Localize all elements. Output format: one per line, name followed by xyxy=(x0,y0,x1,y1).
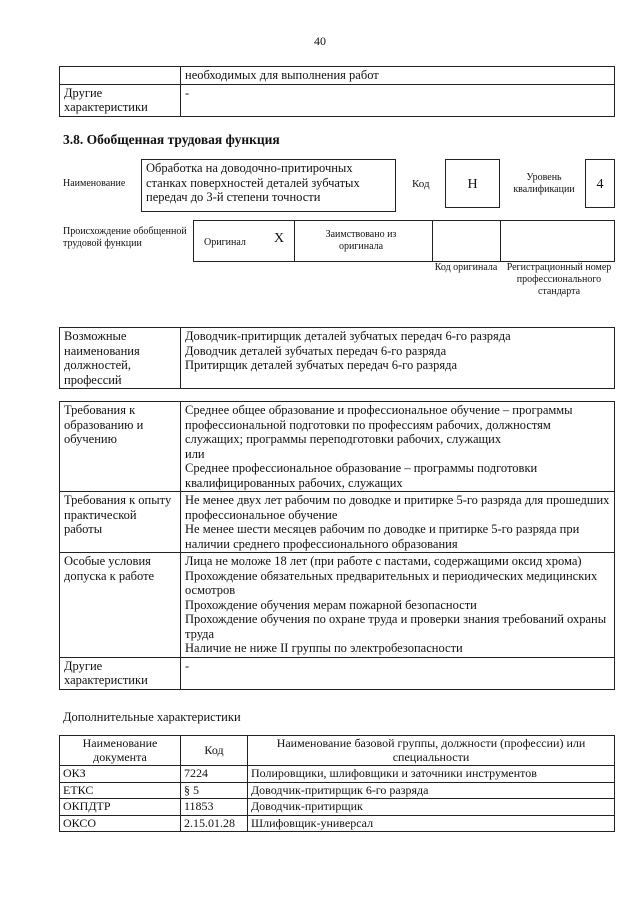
original-mark: X xyxy=(274,231,285,246)
cell-group: Шлифовщик-универсал xyxy=(248,815,615,832)
role-item: Доводчик-притирщик деталей зубчатых передач 6-го разряда xyxy=(185,329,511,343)
role-item: Притирщик деталей зубчатых передач 6-го разряда xyxy=(185,358,457,372)
cell-code: 2.15.01.28 xyxy=(181,815,248,832)
experience-label: Требования к опыту практической работы xyxy=(60,492,181,553)
cell-document: ОКПДТР xyxy=(60,799,181,816)
borrowed-label: Заимствовано из оригинала xyxy=(325,229,397,252)
roles-label: Возможные наименования должностей, профессий xyxy=(60,328,181,389)
role-item: Доводчик деталей зубчатых передач 6-го разряда xyxy=(185,343,447,358)
condition-item: Прохождение обучения по охране труда и проверки знания требований охраны труда xyxy=(185,612,607,641)
conditions-values xyxy=(181,553,615,658)
condition-item: Прохождение обязательных предварительных и периодических медицинских осмотров xyxy=(185,568,598,597)
top-table-continuation: необходимых для выполнения работ xyxy=(181,67,615,85)
function-name-box: Обработка на доводочно-притирочных станках поверхностей деталей зубчатых передач до 3-й степени точности xyxy=(141,159,396,212)
table-row xyxy=(60,782,615,799)
code-label: Код xyxy=(412,178,430,190)
cell-group: Доводчик-притирщик xyxy=(248,799,615,816)
cell-code: 7224 xyxy=(181,766,248,783)
table-row xyxy=(60,799,615,816)
cell-document: ОКЗ xyxy=(60,766,181,783)
header-code: Код xyxy=(181,736,248,766)
cell-document: ОКСО xyxy=(60,815,181,832)
cell-group: Полировщики, шлифовщики и заточники инструментов xyxy=(248,766,615,783)
other-value: - xyxy=(181,657,615,689)
condition-item: Прохождение обучения мерам пожарной безопасности xyxy=(185,597,477,612)
education-item: Среднее общее образование и профессиональное обучение – программы профессиональной подготовки по профессиям рабочих, должностям служащих; программы переподготовки рабочих, служащих xyxy=(185,403,573,446)
cell-code: § 5 xyxy=(181,782,248,799)
page-number: 40 xyxy=(314,34,326,48)
cell-code: 11853 xyxy=(181,799,248,816)
origin-divider-3 xyxy=(500,221,501,261)
conditions-label: Особые условия допуска к работе xyxy=(60,553,181,658)
table-row xyxy=(60,815,615,832)
roles-values xyxy=(181,328,615,389)
top-table xyxy=(59,66,615,117)
origin-divider-1 xyxy=(294,221,295,261)
top-other-value: - xyxy=(181,84,615,116)
condition-item: Лица не моложе 18 лет (при работе с пастами, содержащими оксид хрома) xyxy=(185,554,582,568)
name-label: Наименование xyxy=(63,178,126,189)
additional-table xyxy=(59,735,615,832)
education-item: или xyxy=(185,446,205,461)
level-label: Уровень квалификации xyxy=(513,172,575,195)
table-row xyxy=(60,766,615,783)
code-box: H xyxy=(445,159,500,208)
header-document: Наименование документа xyxy=(60,736,181,766)
condition-item: Наличие не ниже II группы по электробезопасности xyxy=(185,641,463,655)
cell-document: ЕТКС xyxy=(60,782,181,799)
level-box: 4 xyxy=(585,159,615,208)
education-item: Среднее профессиональное образование – программы подготовки квалифицированных рабочих, служащих xyxy=(185,461,538,490)
origin-label: Происхождение обобщенной трудовой функции xyxy=(63,226,187,249)
experience-item: Не менее шести месяцев рабочим по доводке и притирке 5-го разряда при наличии среднего профессионального образования xyxy=(185,522,580,551)
original-label: Оригинал xyxy=(204,237,246,248)
top-table-empty-label xyxy=(60,67,181,85)
experience-item: Не менее двух лет рабочим по доводке и притирке 5-го разряда для прошедших профессиональное обучение xyxy=(185,493,610,522)
reg-number-label: Регистрационный номер профессионального стандарта xyxy=(506,262,612,297)
header-group: Наименование базовой группы, должности (профессии) или специальности xyxy=(248,736,615,766)
other-label: Другие характеристики xyxy=(60,657,181,689)
education-label: Требования к образованию и обучению xyxy=(60,402,181,492)
origin-divider-2 xyxy=(432,221,433,261)
education-values xyxy=(181,402,615,492)
roles-table xyxy=(59,327,615,389)
experience-values xyxy=(181,492,615,553)
top-other-label: Другие характеристики xyxy=(60,84,181,116)
section-title: 3.8. Обобщенная трудовая функция xyxy=(63,132,280,147)
origin-row xyxy=(193,220,615,262)
cell-group: Доводчик-притирщик 6-го разряда xyxy=(248,782,615,799)
requirements-table xyxy=(59,401,615,690)
code-original-label: Код оригинала xyxy=(434,262,498,273)
additional-title: Дополнительные характеристики xyxy=(63,710,241,724)
